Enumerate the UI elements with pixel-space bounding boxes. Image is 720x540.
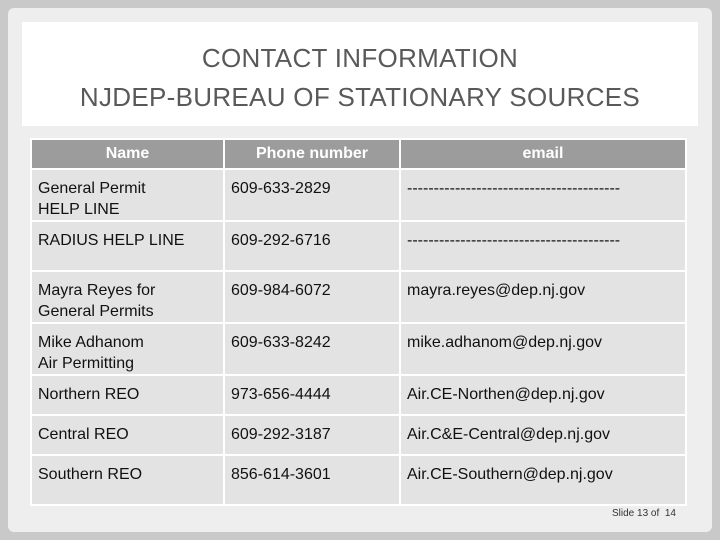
table-row bbox=[31, 375, 686, 415]
contact-phone: 609-633-2829 bbox=[224, 169, 400, 221]
contact-name bbox=[31, 271, 224, 323]
page-title: CONTACT INFORMATION bbox=[201, 43, 519, 73]
contact-name bbox=[31, 455, 224, 505]
contact-name-line: General Permit bbox=[38, 180, 146, 197]
contact-name-line: HELP LINE bbox=[38, 201, 120, 218]
contact-email[interactable]: Air.C&E-Central@dep.nj.gov bbox=[400, 415, 686, 455]
contact-email: ---------------------------------------- bbox=[400, 169, 686, 221]
contact-email[interactable]: mike.adhanom@dep.nj.gov bbox=[400, 323, 686, 375]
page-subtitle: NJDEP-BUREAU OF STATIONARY SOURCES bbox=[79, 82, 641, 112]
contact-phone: 609-292-3187 bbox=[224, 415, 400, 455]
table-row bbox=[31, 221, 686, 271]
contact-email[interactable]: Air.CE-Northen@dep.nj.gov bbox=[400, 375, 686, 415]
slide-number bbox=[612, 508, 676, 519]
table-row bbox=[31, 271, 686, 323]
contact-name-line: Air Permitting bbox=[38, 355, 135, 372]
contact-name bbox=[31, 221, 224, 271]
contact-name bbox=[31, 323, 224, 375]
table-row bbox=[31, 455, 686, 505]
header-name: Name bbox=[31, 139, 224, 169]
table-header-row bbox=[31, 139, 686, 169]
contact-name-line: Mayra Reyes for bbox=[38, 282, 156, 299]
contact-name-line: RADIUS HELP LINE bbox=[38, 232, 185, 249]
slide-total: 14 bbox=[664, 508, 676, 519]
slide-number-label: Slide 13 of bbox=[612, 508, 660, 519]
table-row bbox=[31, 415, 686, 455]
contact-phone: 609-984-6072 bbox=[224, 271, 400, 323]
header-phone: Phone number bbox=[224, 139, 400, 169]
table-row bbox=[31, 323, 686, 375]
contact-phone: 856-614-3601 bbox=[224, 455, 400, 505]
contact-name bbox=[31, 415, 224, 455]
contact-name-line: Southern REO bbox=[38, 466, 143, 483]
contact-name bbox=[31, 375, 224, 415]
contact-name-line: Northern REO bbox=[38, 386, 140, 403]
contact-email[interactable]: Air.CE-Southern@dep.nj.gov bbox=[400, 455, 686, 505]
contact-email: ---------------------------------------- bbox=[400, 221, 686, 271]
contact-phone: 973-656-4444 bbox=[224, 375, 400, 415]
title-box bbox=[22, 22, 698, 126]
contact-name-line: Mike Adhanom bbox=[38, 334, 144, 351]
contact-email[interactable]: mayra.reyes@dep.nj.gov bbox=[400, 271, 686, 323]
contacts-table bbox=[30, 138, 687, 506]
contact-phone: 609-292-6716 bbox=[224, 221, 400, 271]
contact-name-line: General Permits bbox=[38, 303, 154, 320]
contact-name bbox=[31, 169, 224, 221]
header-email: email bbox=[400, 139, 686, 169]
contact-name-line: Central REO bbox=[38, 426, 129, 443]
table-row bbox=[31, 169, 686, 221]
contact-phone: 609-633-8242 bbox=[224, 323, 400, 375]
